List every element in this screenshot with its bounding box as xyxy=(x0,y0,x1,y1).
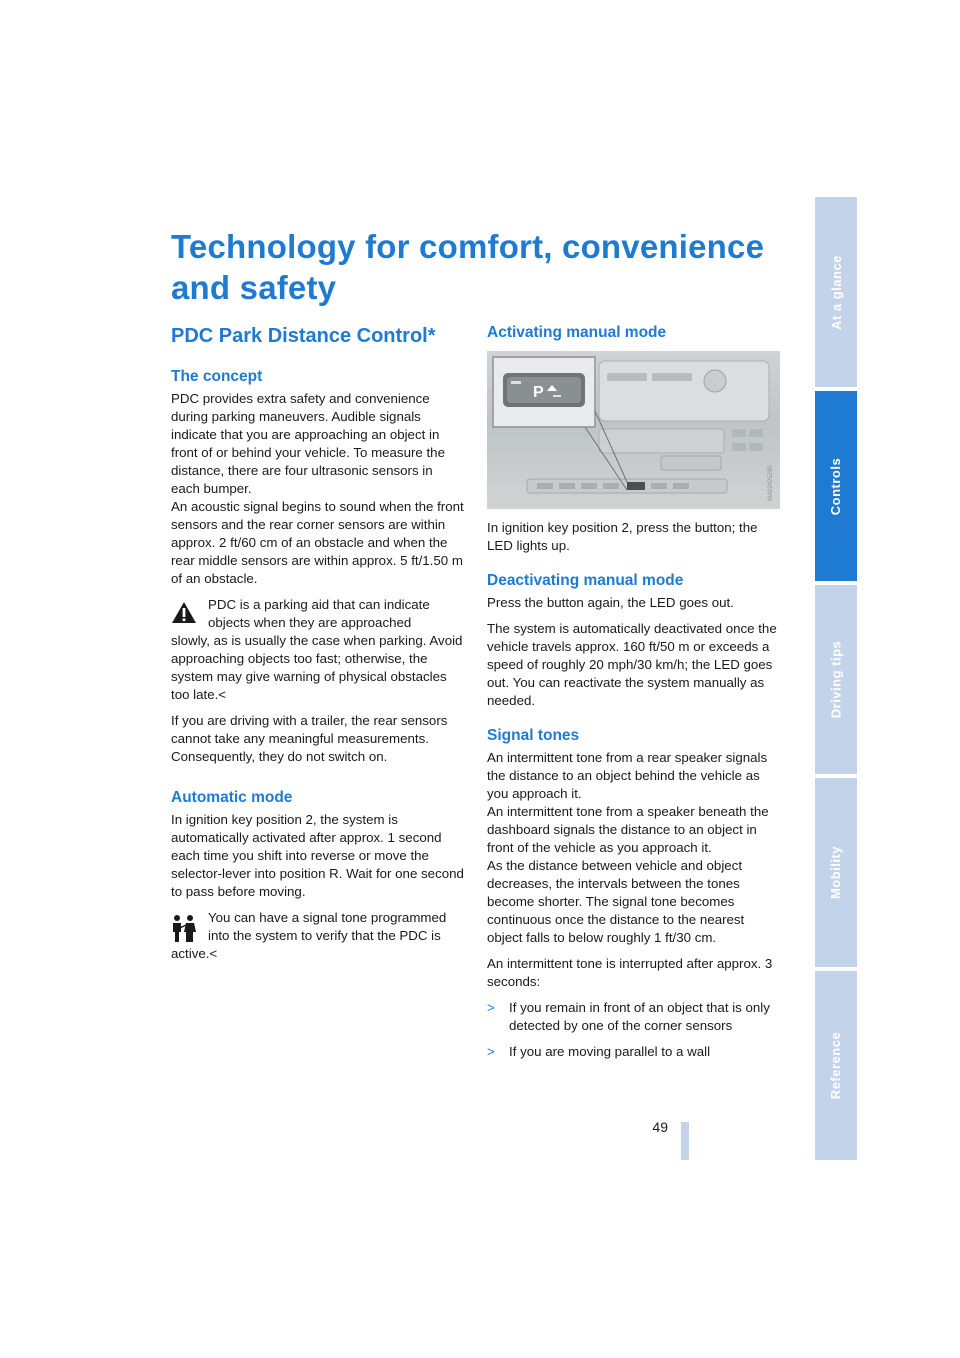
tab-driving-tips[interactable] xyxy=(815,585,857,774)
tab-controls[interactable] xyxy=(815,391,857,581)
signal-paragraph-2: An intermittent tone from a speaker beneath the dashboard signals the distance to an object in front of the vehicle as you approach it. xyxy=(487,804,769,855)
warning-triangle-icon xyxy=(171,601,197,629)
deactivating-paragraph-2: The system is automatically deactivated once the vehicle travels approx. 160 ft/50 m or exceeds a speed of roughly 20 mph/30 km/h; the LED goes out. You can reactivate the system manually as needed. xyxy=(487,621,777,708)
right-column xyxy=(487,323,780,1069)
signal-paragraph-3: As the distance between vehicle and object decreases, the intervals between the tones become shorter. The signal tone becomes continuous once the distance to the nearest object falls to below roughly 1 ft/30 cm. xyxy=(487,858,745,945)
deactivating-paragraph-1: Press the button again, the LED goes out. xyxy=(487,595,734,610)
signal-paragraph-1: An intermittent tone from a rear speaker signals the distance to an object behind the vehicle as you approach it. xyxy=(487,750,768,801)
list-item xyxy=(487,999,780,1035)
pdc-button-photo xyxy=(487,351,780,509)
tip-rest: active.< xyxy=(171,946,218,961)
bullet-marker: > xyxy=(487,1000,495,1015)
tab-label: Mobility xyxy=(828,845,844,900)
bullet-text: If you are moving parallel to a wall xyxy=(509,1044,711,1059)
activating-paragraph: In ignition key position 2, press the button; the LED lights up. xyxy=(487,520,758,553)
svg-text:P: P xyxy=(533,384,544,401)
left-column xyxy=(171,323,464,971)
warning-note xyxy=(171,596,464,632)
deactivating-heading: Deactivating manual mode xyxy=(487,572,684,589)
concept-paragraph-1: PDC provides extra safety and convenience during parking maneuvers. Audible signals indicate that you are approaching an object in front of or behind your vehicle. To measure the distance, there are four ultrasonic sensors in each bumper. xyxy=(171,391,445,496)
tip-lead: You can have a signal tone programmed into the system to verify that the PDC is xyxy=(208,910,447,943)
signal-heading: Signal tones xyxy=(487,727,580,744)
warning-rest: slowly, as is usually the case when parking. Avoid approaching objects too fast; otherwise, the system may give warning of physical obstacles too late.< xyxy=(171,633,463,702)
tab-mobility[interactable] xyxy=(815,778,857,967)
image-code: MA02425280 xyxy=(768,465,774,501)
automatic-paragraph-1: In ignition key position 2, the system is automatically activated after approx. 1 second each time you shift into reverse or move the selector-lever into position R. Wait for one second to pass before moving. xyxy=(171,812,464,899)
warning-lead: PDC is a parking aid that can indicate objects when they are approached xyxy=(208,597,430,630)
tab-label: At a glance xyxy=(828,254,844,330)
bullet-marker: > xyxy=(487,1044,495,1059)
tab-label: Driving tips xyxy=(828,640,844,719)
activating-heading: Activating manual mode xyxy=(487,324,667,341)
tab-label: Controls xyxy=(828,457,844,515)
concept-heading: The concept xyxy=(171,368,263,385)
page-number: 49 xyxy=(652,1119,668,1135)
tab-label: Reference xyxy=(828,1031,844,1100)
people-tip-icon xyxy=(171,914,197,949)
concept-paragraph-2: An acoustic signal begins to sound when the front sensors and the rear corner sensors are within approx. 2 ft/60 cm of an obstacle and when the rear middle sensors are within approx. 5 ft/1.50 m of an obstacle. xyxy=(171,499,464,586)
tip-note xyxy=(171,909,464,945)
tab-at-a-glance[interactable] xyxy=(815,197,857,387)
chapter-sidebar xyxy=(815,197,857,1160)
signal-paragraph-4: An intermittent tone is interrupted after approx. 3 seconds: xyxy=(487,956,773,989)
concept-paragraph-3: If you are driving with a trailer, the rear sensors cannot take any meaningful measurements. Consequently, they do not switch on. xyxy=(171,713,448,764)
tab-reference[interactable] xyxy=(815,971,857,1160)
section-title: PDC Park Distance Control* xyxy=(171,325,436,347)
list-item xyxy=(487,1043,780,1061)
bullet-text: If you remain in front of an object that is only detected by one of the corner sensors xyxy=(509,1000,770,1033)
page-number-bar xyxy=(681,1122,689,1160)
automatic-heading: Automatic mode xyxy=(171,789,293,806)
page-title: Technology for comfort, convenience and safety xyxy=(171,228,765,306)
